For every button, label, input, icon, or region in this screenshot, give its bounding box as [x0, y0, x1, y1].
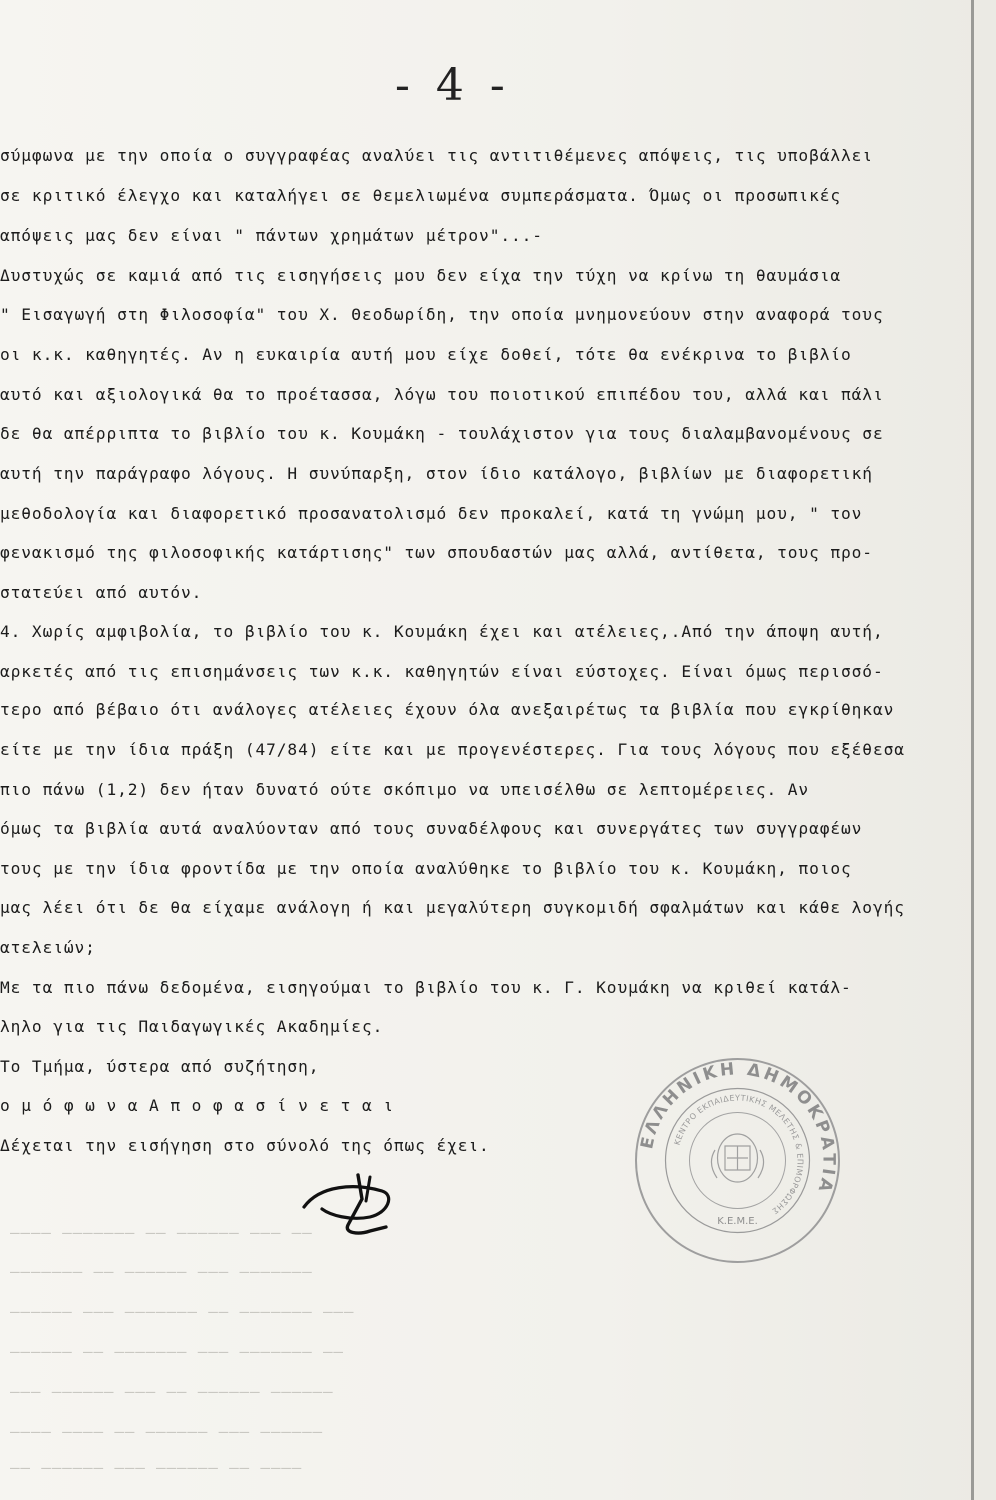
text-line: μεθοδολογία και διαφορετικό προσανατολισμό δεν προκαλεί, κατά τη γνώμη μου, " τον [0, 504, 863, 523]
official-stamp [635, 1058, 840, 1263]
text-line: αρκετές από τις επισημάνσεις των κ.κ. καθηγητών είναι εύστοχες. Είναι όμως περισσό- [0, 662, 884, 681]
text-line: Δέχεται την εισήγηση στο σύνολό της όπως έχει. [0, 1136, 490, 1155]
text-line: φενακισμό της φιλοσοφικής κατάρτισης" των σπουδαστών μας αλλά, αντίθετα, τους προ- [0, 543, 873, 562]
stamp-outer-text: ΕΛΛΗΝΙΚΗ ΔΗΜΟΚΡΑΤΙΑ [637, 1059, 839, 1197]
text-line: όμως τα βιβλία αυτά αναλύονταν από τους συναδέλφους και συνεργάτες των συγγραφέων [0, 819, 863, 838]
text-line: οι κ.κ. καθηγητές. Αν η ευκαιρία αυτή μου είχε δοθεί, τότε θα ενέκρινα το βιβλίο [0, 345, 852, 364]
text-line: ατελειών; [0, 938, 96, 957]
text-line: Δυστυχώς σε καμιά από τις εισηγήσεις μου δεν είχα την τύχη να κρίνω τη θαυμάσια [0, 266, 842, 285]
page-number: - 4 - [395, 60, 511, 111]
text-line: αυτή την παράγραφο λόγους. Η συνύπαρξη, στον ίδιο κατάλογο, βιβλίων με διαφορετική [0, 464, 873, 483]
emblem-icon [711, 1134, 763, 1182]
text-line: ληλο για τις Παιδαγωγικές Ακαδημίες. [0, 1017, 384, 1036]
text-line: 4. Χωρίς αμφιβολία, το βιβλίο του κ. Κουμάκη έχει και ατέλειες,.Από την άποψη αυτή, [0, 622, 884, 641]
signature [300, 1165, 420, 1249]
binding-edge [971, 0, 974, 1500]
text-line: ο μ ό φ ω ν α Α π ο φ α σ ί ν ε τ α ι [0, 1096, 394, 1115]
stamp-bottom-text: Κ.Ε.Μ.Ε. [717, 1216, 758, 1227]
text-line: σύμφωνα με την οποία ο συγγραφέας αναλύει τις αντιτιθέμενες απόψεις, τις υποβάλλει [0, 146, 873, 165]
text-line: αυτό και αξιολογικά θα το προέτασσα, λόγω του ποιοτικού επιπέδου του, αλλά και πάλι [0, 385, 884, 404]
signature-icon [300, 1165, 420, 1245]
text-line: τους με την ίδια φροντίδα με την οποία αναλύθηκε το βιβλίο του κ. Κουμάκη, ποιος [0, 859, 852, 878]
text-line: πιο πάνω (1,2) δεν ήταν δυνατό ούτε σκόπιμο να υπεισέλθω σε λεπτομέρειες. Αν [0, 780, 810, 799]
text-line: στατεύει από αυτόν. [0, 583, 203, 602]
text-line: τερο από βέβαιο ότι ανάλογες ατέλειες έχουν όλα ανεξαιρέτως τα βιβλία που εγκρίθηκαν [0, 700, 895, 719]
text-line: σε κριτικό έλεγχο και καταλήγει σε θεμελιωμένα συμπεράσματα. Όμως οι προσωπικές [0, 186, 842, 205]
text-line: μας λέει ότι δε θα είχαμε ανάλογη ή και μεγαλύτερη συγκομιδή σφαλμάτων και κάθε λογής [0, 898, 905, 917]
text-line: απόψεις μας δεν είναι " πάντων χρημάτων μέτρον"...- [0, 226, 543, 245]
text-line: " Εισαγωγή στη Φιλοσοφία" του Χ. Θεοδωρίδη, την οποία μνημονεύουν στην αναφορά τους [0, 305, 884, 324]
stamp-inner-text: ΚΕΝΤΡΟ ΕΚΠΑΙΔΕΥΤΙΚΗΣ ΜΕΛΕΤΗΣ & ΕΠΙΜΟΡΦΩΣΗΣ [672, 1093, 805, 1216]
document-page: ———— ——————— —— —————— ——— —— ——————— —— —————— ——— ——————— —————— ——— ——————— —— ——————— ——— —————— —— ——————— ——— ——————— —— ——— —————— ——— —— —————— —————— ———— ———— —— —————— ——— —————— —— —————— ——— —————— —— ———— - 4 - σύμφωνα με την οποία ο συγγραφέας αναλύει τις αντιτιθέμενες απόψεις, τις υποβάλλει σε κριτικό έλεγχο και καταλήγει σε θεμελιωμένα συμπεράσματα. Όμως οι προσωπικές απόψεις μας δεν είναι " πάντων χρημάτων μέτρον"...- Δυστυχώς σε καμιά από τις εισηγήσεις μου δεν είχα την τύχη να κρίνω τη θαυμάσια " Εισαγωγή στη Φιλοσοφία" του Χ. Θεοδωρίδη, την οποία μνημονεύουν στην αναφορά τους οι κ.κ. καθηγητές. Αν η ευκαιρία αυτή μου είχε δοθεί, τότε θα ενέκρινα το βιβλίο αυτό και αξιολογικά θα το προέτασσα, λόγω του ποιοτικού επιπέδου του, αλλά και πάλι δε θα απέρριπτα το βιβλίο του κ. Κουμάκη - τουλάχιστον για τους διαλαμβανομένους σε αυτή την παράγραφο λόγους. Η συνύπαρξη, στον ίδιο κατάλογο, βιβλίων με διαφορετική μεθοδολογία και διαφορετικό προσανατολισμό δεν προκαλεί, κατά τη γνώμη μου, " τον φενακισμό της φιλοσοφικής κατάρτισης" των σπουδαστών μας αλλά, αντίθετα, τους προ- στατεύει από αυτόν. 4. Χωρίς αμφιβολία, το βιβλίο του κ. Κουμάκη έχει και ατέλειες,.Από την άποψη αυτή, αρκετές από τις επισημάνσεις των κ.κ. καθηγητών είναι εύστοχες. Είναι όμως περισσό- τερο από βέβαιο ότι ανάλογες ατέλειες έχουν όλα ανεξαιρέτως τα βιβλία που εγκρίθηκαν είτε με την ίδια πράξη (47/84) είτε και με προγενέστερες. Για τους λόγους που εξέθεσα πιο πάνω (1,2) δεν ήταν δυνατό ούτε σκόπιμο να υπεισέλθω σε λεπτομέρειες. Αν όμως τα βιβλία αυτά αναλύονταν από τους συναδέλφους και συνεργάτες των συγγραφέων τους με την ίδια φροντίδα με την οποία αναλύθηκε το βιβλίο του κ. Κουμάκη, ποιος μας λέει ότι δε θα είχαμε ανάλογη ή και μεγαλύτερη συγκομιδή σφαλμάτων και κάθε λογής ατελειών; Με τα πιο πάνω δεδομένα, εισηγούμαι το βιβλίο του κ. Γ. Κουμάκη να κριθεί κατάλ- ληλο για τις Παιδαγωγικές Ακαδημίες. Το Τμήμα, ύστερα από συζήτηση, ο μ ό φ ω ν α Α π ο φ α σ ί ν ε τ α ι Δέχεται την εισήγηση στο σύνολό της όπως έχει. ΕΛΛΗΝΙΚΗ ΔΗΜΟΚΡΑΤΙΑ ΚΕΝΤΡΟ ΕΚΠΑΙΔΕΥΤΙΚΗΣ ΜΕΛΕΤΗΣ & ΕΠΙΜΟΡΦΩΣΗΣ Κ.Ε.Μ.Ε. [0, 0, 996, 1500]
text-line: Το Τμήμα, ύστερα από συζήτηση, [0, 1057, 320, 1076]
text-line: δε θα απέρριπτα το βιβλίο του κ. Κουμάκη - τουλάχιστον για τους διαλαμβανομένους σε [0, 424, 884, 443]
text-line: Με τα πιο πάνω δεδομένα, εισηγούμαι το βιβλίο του κ. Γ. Κουμάκη να κριθεί κατάλ- [0, 978, 852, 997]
stamp-seal-icon [635, 1058, 840, 1263]
text-line: είτε με την ίδια πράξη (47/84) είτε και με προγενέστερες. Για τους λόγους που εξέθεσα [0, 740, 905, 759]
